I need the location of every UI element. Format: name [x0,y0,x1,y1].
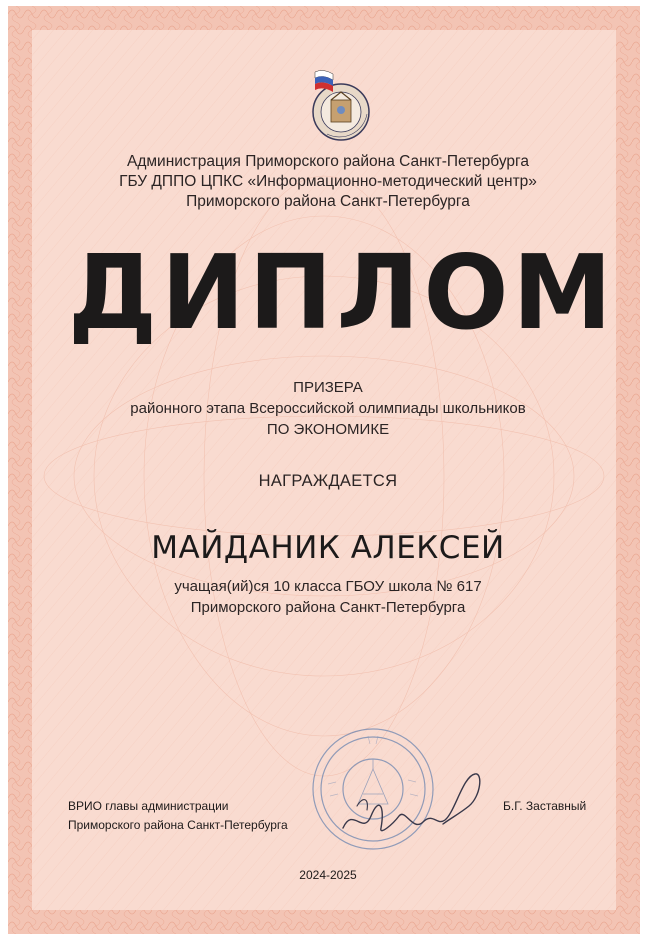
recipient-district: Приморского района Санкт-Петербурга [190,599,466,616]
awarded-label: НАГРАЖДАЕТСЯ [258,472,398,490]
signer-organization: Приморского района Санкт-Петербурга [68,818,288,832]
olympiad-subject: ПО ЭКОНОМИКЕ [266,421,390,438]
organization-line-2: ГБУ ДППО ЦПКС «Информационно-методический центр» [119,173,537,190]
signer-position: ВРИО главы администрации [68,799,229,813]
olympiad-stage: районного этапа Всероссийской олимпиады школьников [130,400,526,417]
diploma-title: ДИПЛОМ [68,232,617,353]
academic-year: 2024-2025 [299,868,357,882]
signer-name: Б.Г. Заставный [503,799,587,813]
organization-line-1: Администрация Приморского района Санкт-Петербурга [127,153,529,170]
signature-icon [333,766,493,846]
diploma-sheet [8,6,640,934]
recipient-school: учащая(ий)ся 10 класса ГБОУ школа № 617 [174,578,482,595]
organization-line-3: Приморского района Санкт-Петербурга [186,193,470,210]
award-level: ПРИЗЕРА [293,379,363,396]
olympiad-emblem-icon [293,66,379,154]
recipient-name: МАЙДАНИК АЛЕКСЕЙ [151,530,505,566]
